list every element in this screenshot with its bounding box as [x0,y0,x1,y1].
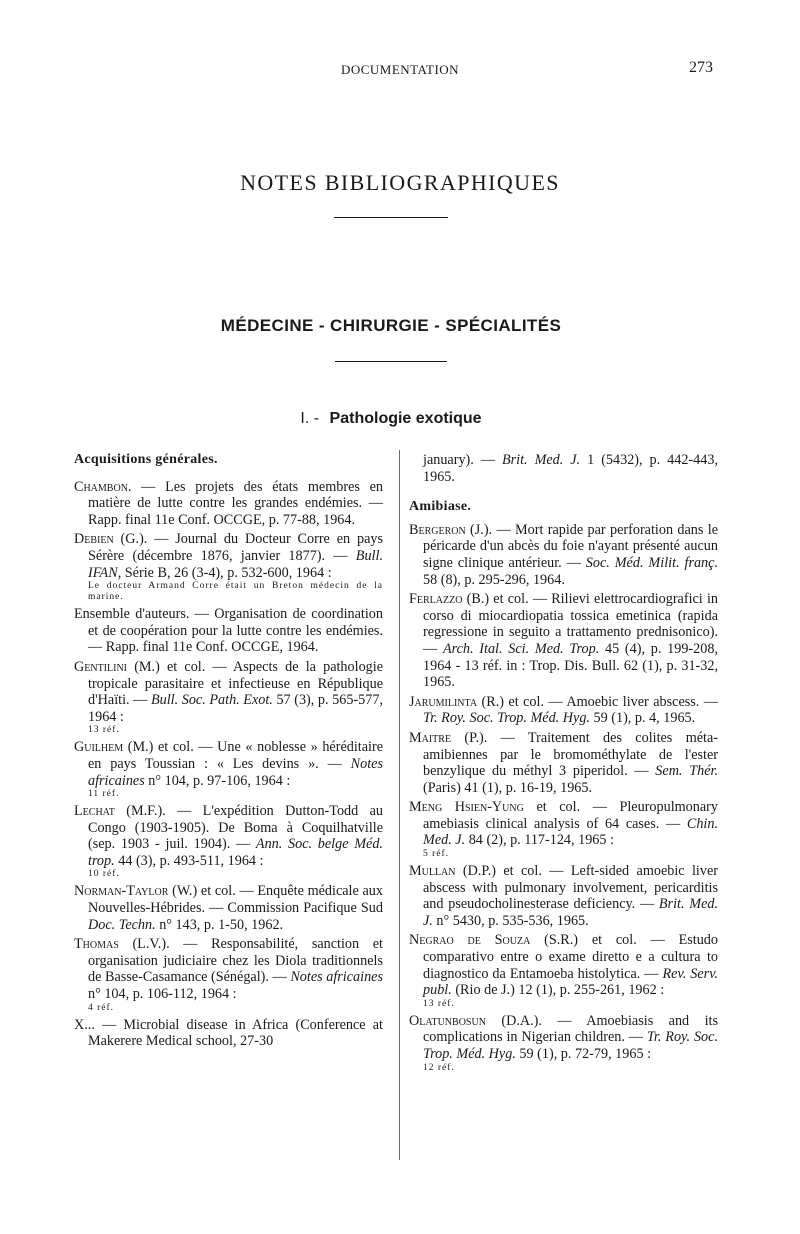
entry-text: (P.). — Traitement des colites méta-amibiennes par le bromométhylate de l'ester benzylique du méthyl 3 piperidol. — [423,729,718,780]
subsection-title [0,410,782,428]
entry-author: Mullan [409,863,456,880]
left-column-heading: Acquisitions générales. [74,452,218,467]
running-head: DOCUMENTATION [340,62,460,77]
column-divider [399,450,400,1160]
entry-text: Ensemble d'auteurs. — Organisation de coordination et de coopération pour la lutte contre les endémies. — Rapp. final 11e Conf. OCCGE, 1964. [74,606,383,656]
entry-note: Le docteur Armand Corre était un Breton médecin de la marine. [88,581,383,603]
entry-text: — Les projets des états membres en matière de lutte contre les grandes endémies. — Rapp. final 11e Conf. OCCGE, p. 77-88, 1964. [88,478,383,528]
bibliography-entry [74,479,383,529]
continued-entry-rest: 1 (5432), p. 442-443, 1965. [423,452,718,485]
bibliography-entry [409,522,718,588]
entry-rest: (Rio de J.) 12 (1), p. 255-261, 1962 : [451,982,665,999]
entry-journal: Arch. Ital. Sci. Med. Trop. [442,640,600,657]
entry-note: 13 réf. [88,725,120,736]
bibliography-entry [409,1013,718,1074]
entry-author: Debien [74,531,114,548]
entry-rest: 59 (1), p. 4, 1965. [589,710,696,727]
entry-journal: Chin. Med. J. [423,815,718,849]
entry-rest: 57 (3), p. 565-577, 1964 : [88,692,383,725]
continued-entry-text: january). — [423,452,502,468]
entry-rest: 59 (1), p. 72-79, 1965 : [515,1046,652,1062]
entry-rest: n° 104, p. 106-112, 1964 : [88,986,237,1003]
entry-text: (J.). — Mort rapide par perforation dans le péricarde d'un abcès du foie n'ayant présenté aucun signe clinique antérieur. — [423,521,718,571]
right-column [409,452,718,1077]
left-column [74,452,383,1053]
entry-text: (S.R.) et col. — Estudo comparativo entre o exame diretto e a cultura to diagnostico da Entamoeba histolytica. — [423,932,718,982]
entry-author: Negrao de Souza [409,932,531,949]
entry-rest: n° 5430, p. 535-536, 1965. [432,912,589,929]
bibliography-entry [74,659,383,736]
entry-journal: Bull. Soc. Path. Exot. [150,692,273,709]
bibliography-entry [409,730,718,796]
main-title: NOTES BIBLIOGRAPHIQUES [240,170,560,195]
entry-journal: Sem. Thér. [655,763,718,780]
entry-text: (M.F.). — L'expédition Dutton-Todd au Congo (1903-1905). De Boma à Coquilhatville (sep. 1903 - juil. 1904). — [88,803,383,853]
entry-rest: n° 143, p. 1-50, 1962. [155,916,284,933]
entry-journal: Rev. Serv. publ. [423,965,718,999]
entry-text: (B.) et col. — Rilievi elettrocardiografici in corso di miocardiopatia tossica emetinica (rapida regressione in seguito a trattamento prednisonico). — [423,591,718,657]
section-title: MÉDECINE - CHIRURGIE - SPÉCIALITÉS [220,316,562,335]
bibliography-entry [74,739,383,800]
entry-journal: Ann. Soc. belge Méd. trop. [88,836,383,869]
entry-text: (L.V.). — Responsabilité, sanction et organisation judiciaire chez les Diola traditionnels de Basse-Casamance (Sénégal). — [88,936,383,986]
entry-journal: Brit. Med. J. [423,896,719,929]
entry-author: Lechat [74,803,115,820]
bibliography-entry [74,936,383,1013]
entry-rest: Série B, 26 (3-4), p. 532-600, 1964 : [121,564,332,581]
entry-text: (M.) et col. — Une « noblesse » héréditaire en pays Toussian : « Les devins ». — [88,739,383,772]
entry-journal: Notes africaines [290,969,383,986]
page-number: 273 [689,59,713,76]
entry-text: (D.P.) et col. — Left-sided amoebic liver abscess with pulmonary involvement, pericarditis and pseudocholinesterase deficiency. — [423,863,718,913]
entry-author: Norman-Taylor [74,883,169,900]
entry-journal: Doc. Techn. [88,916,156,933]
entry-author: Bergeron [409,521,466,538]
entry-note: 11 réf. [88,789,120,800]
entry-author: Ferlazzo [409,591,463,608]
title-rule [334,217,448,218]
bibliography-entry [409,863,718,929]
bibliography-entry [74,803,383,880]
entry-rest: 44 (3), p. 493-511, 1964 : [114,852,264,869]
entry-author: Meng Hsien-Yung [409,799,524,816]
entry-author: Thomas [74,936,119,953]
entry-rest: (Paris) 41 (1), p. 16-19, 1965. [423,779,593,796]
entry-journal: Tr. Roy. Soc. Trop. Méd. Hyg. [423,710,590,727]
entry-journal: Notes africaines [88,755,383,789]
subsection-label: Pathologie exotique [329,410,482,427]
bibliography-entry [409,694,718,727]
entry-rest: 45 (4), p. 199-208, 1964 - 13 réf. in : Trop. Dis. Bull. 62 (1), p. 31-32, 1965. [423,640,718,691]
entry-text: et col. — Pleuropulmonary amebiasis clinical analysis of 64 cases. — [423,799,718,832]
entry-rest: n° 104, p. 97-106, 1964 : [144,772,291,789]
entry-author: Guilhem [74,739,124,756]
bibliography-entry [409,799,718,860]
bibliography-entry [74,883,383,933]
bibliography-entry [74,606,383,656]
bibliography-entry [409,932,718,1009]
entry-author: Maitre [409,729,452,746]
entry-journal: Tr. Roy. Soc. Trop. Méd. Hyg. [423,1029,718,1062]
bibliography-entry [409,591,718,691]
right-column-heading: Amibiase. [409,499,472,515]
entry-rest: 58 (8), p. 295-296, 1964. [423,571,565,588]
entry-text: (R.) et col. — Amoebic liver abscess. — [477,693,718,710]
entry-text: (W.) et col. — Enquête médicale aux Nouvelles-Hébrides. — Commission Pacifique Sud [88,883,383,917]
continued-entry [409,452,718,485]
subsection-number: I. - [300,410,320,427]
entry-text: (G.). — Journal du Docteur Corre en pays Sérère (décembre 1876, janvier 1877). — [88,531,383,564]
entry-author: Chambon. [74,478,132,495]
section-rule [335,361,447,362]
entry-rest: 84 (2), p. 117-124, 1965 : [465,832,614,849]
entry-text: X... — Microbial disease in Africa (Conference at Makerere Medical school, 27-30 [74,1016,383,1050]
entry-author: Gentilini [74,658,128,675]
bibliography-entry [74,531,383,603]
entry-journal: Soc. Méd. Milit. franç. [585,554,718,571]
entry-author: Olatunbosun [409,1012,486,1029]
continued-entry-journal: Brit. Med. J. [501,452,581,468]
entry-note: 13 réf. [423,998,455,1009]
entry-journal: Bull. IFAN, [88,547,383,581]
entry-author: Jarumilinta [409,693,478,710]
entry-text: (D.A.). — Amoebiasis and its complications in Nigerian children. — [423,1012,718,1046]
entry-note: 5 réf. [423,849,450,860]
entry-text: (M.) et col. — Aspects de la pathologie tropicale parasitaire et infectieuse en République d'Haïti. — [88,658,383,709]
entry-note: 4 réf. [88,1002,115,1013]
entry-note: 12 réf. [423,1062,455,1073]
bibliography-entry [74,1017,383,1050]
entry-note: 10 réf. [88,869,120,880]
